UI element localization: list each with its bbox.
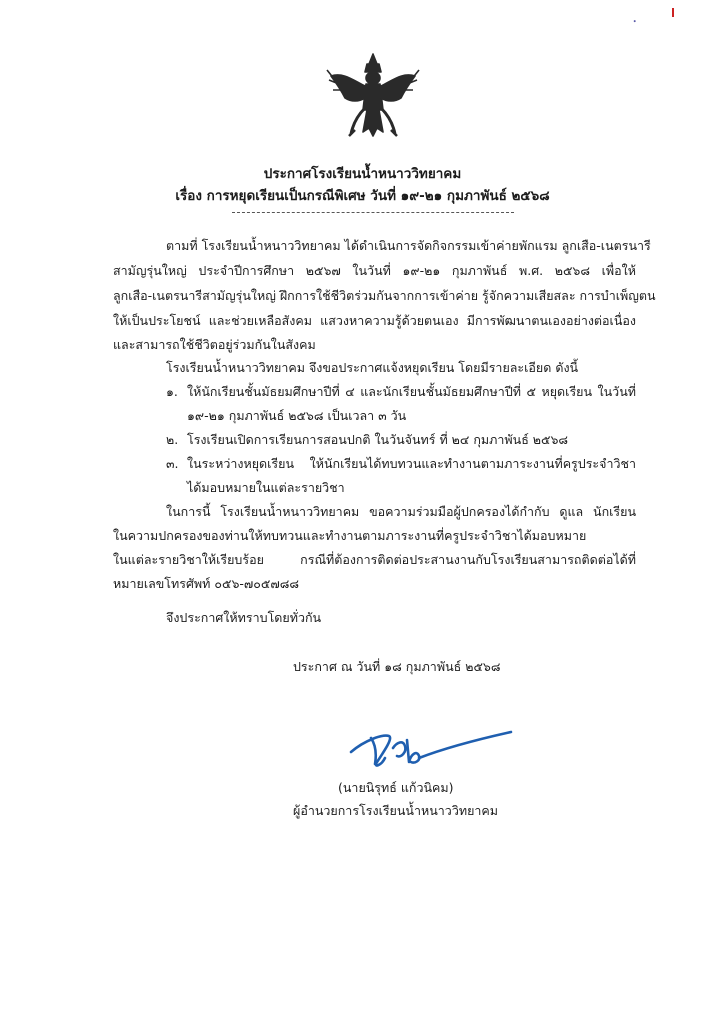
stray-mark: ꞏ [633, 15, 637, 28]
list-item-number: ๒. [166, 432, 179, 447]
document-title: ประกาศโรงเรียนน้ำหนาววิทยาคม [263, 166, 462, 182]
stray-mark [672, 8, 674, 17]
paragraph-3-line-4: หมายเลขโทรศัพท์ ๐๕๖-๗๐๕๗๘๘ [113, 576, 300, 591]
list-item-number: ๓. [166, 456, 179, 471]
list-item-3-line-2: ได้มอบหมายในแต่ละรายวิชา [187, 480, 345, 495]
paragraph-1-line-2: สามัญรุ่นใหญ่ ประจำปีการศึกษา ๒๕๖๗ ในวันที่ ๑๙-๒๑ กุมภาพันธ์ พ.ศ. ๒๕๖๘ เพื่อให้ [113, 263, 636, 278]
closing-text: จึงประกาศให้ทราบโดยทั่วกัน [166, 610, 322, 625]
paragraph-2: โรงเรียนน้ำหนาววิทยาคม จึงขอประกาศแจ้งหยุดเรียน โดยมีรายละเอียด ดังนี้ [166, 360, 579, 375]
list-item-1-line-2: ๑๙-๒๑ กุมภาพันธ์ ๒๕๖๘ เป็นเวลา ๓ วัน [187, 408, 407, 423]
announcement-date: ประกาศ ณ วันที่ ๑๘ กุมภาพันธ์ ๒๕๖๘ [293, 659, 501, 674]
list-item-2-line-1: โรงเรียนเปิดการเรียนการสอนปกติ ในวันจันทร์ ที่ ๒๔ กุมภาพันธ์ ๒๕๖๘ [187, 432, 569, 447]
list-item-number: ๑. [166, 384, 178, 399]
paragraph-1-line-4: ให้เป็นประโยชน์ และช่วยเหลือสังคม แสวงหาความรู้ด้วยตนเอง มีการพัฒนาตนเองอย่างต่อเนื่อง [113, 313, 636, 328]
paragraph-1-line-3: ลูกเสือ-เนตรนารีสามัญรุ่นใหญ่ ฝึกการใช้ชีวิตร่วมกันจากการเข้าค่าย รู้จักความเสียสละ การบำเพ็ญตน [113, 288, 656, 303]
garuda-emblem-icon [323, 50, 423, 150]
signer-title: ผู้อำนวยการโรงเรียนน้ำหนาววิทยาคม [293, 803, 499, 818]
paragraph-3-line-1: ในการนี้ โรงเรียนน้ำหนาววิทยาคม ขอความร่วมมือผู้ปกครองได้กำกับ ดูแล นักเรียน [166, 504, 636, 519]
paragraph-1-line-5: และสามารถใช้ชีวิตอยู่ร่วมกันในสังคม [113, 337, 316, 352]
paragraph-3-line-2: ในความปกครองของท่านให้ทบทวนและทำงานตามภาระงานที่ครูประจำวิชาได้มอบหมาย [113, 528, 587, 543]
paragraph-1-line-1: ตามที่ โรงเรียนน้ำหนาววิทยาคม ได้ดำเนินการจัดกิจกรรมเข้าค่ายพักแรม ลูกเสือ-เนตรนารี [166, 238, 651, 253]
signer-name: (นายนิรุทธ์ แก้วนิคม) [338, 780, 454, 795]
list-item-3-line-1: ในระหว่างหยุดเรียน ให้นักเรียนได้ทบทวนและทำงานตามภาระงานที่ครูประจำวิชา [187, 456, 636, 471]
list-item-1-line-1: ให้นักเรียนชั้นมัธยมศึกษาปีที่ ๔ และนักเรียนชั้นมัธยมศึกษาปีที่ ๕ หยุดเรียน ในวันที่ [187, 384, 636, 399]
title-divider [232, 212, 514, 213]
document-subject: เรื่อง การหยุดเรียนเป็นกรณีพิเศษ วันที่ ๑๙-๒๑ กุมภาพันธ์ ๒๕๖๘ [175, 188, 550, 204]
signature-image [345, 718, 515, 778]
paragraph-3-line-3: ในแต่ละรายวิชาให้เรียบร้อย กรณีที่ต้องการติดต่อประสานงานกับโรงเรียนสามารถติดต่อได้ที่ [113, 552, 636, 567]
